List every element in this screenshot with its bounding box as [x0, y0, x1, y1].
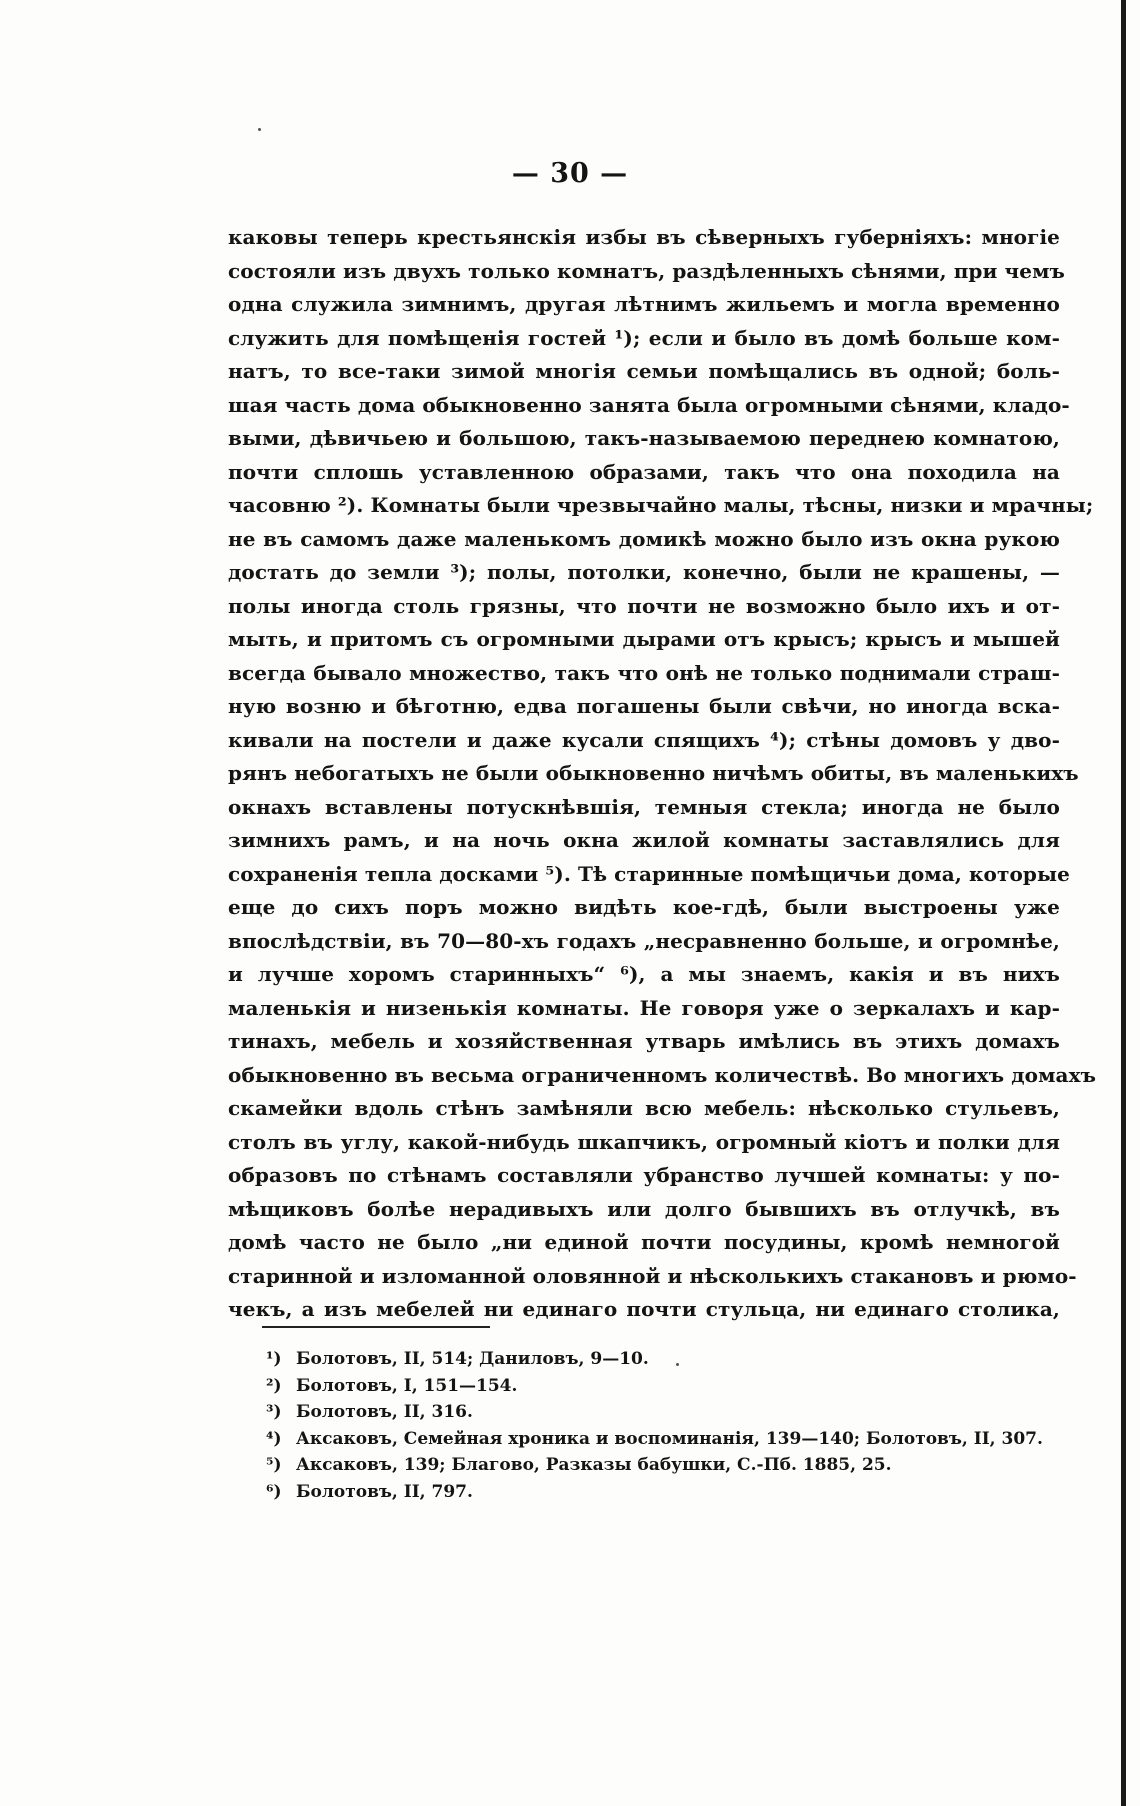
footnotes — [266, 1346, 1066, 1506]
text-line: рянъ небогатыхъ не были обыкновенно ничѣмъ обиты, въ маленькихъ — [228, 761, 1079, 785]
footnote-text: Болотовъ, I, 151—154. — [296, 1375, 518, 1396]
text-line: маленькія и низенькія комнаты. Не говоря уже о зеркалахъ и кар- — [228, 995, 1060, 1020]
footnote-text: Болотовъ, II, 514; Даниловъ, 9—10. — [296, 1349, 649, 1369]
text-line: зимнихъ рамъ, и на ночь окна жилой комнаты заставлялись для — [228, 828, 1060, 852]
text-line: скамейки вдоль стѣнъ замѣняли всю мебель: нѣсколько стульевъ, — [228, 1096, 1060, 1120]
footnote-mark: ⁵) — [266, 1455, 282, 1476]
footnote-text: Аксаковъ, Семейная хроника и воспоминанія, 139—140; Болотовъ, II, 307. — [296, 1428, 1043, 1449]
footnote-text: Болотовъ, II, 797. — [296, 1481, 473, 1502]
body-text — [228, 221, 1097, 1327]
footnote-mark: ⁶) — [266, 1481, 282, 1502]
text-line: выми, дѣвичьею и большою, такъ-называемою переднею комнатою, — [228, 426, 1060, 450]
text-line: впослѣдствіи, въ 70—80-хъ годахъ „несравненно больше, и огромнѣе, — [228, 928, 1060, 953]
text-line: натъ, то все-таки зимой многія семьи помѣщались въ одной; боль- — [228, 359, 1060, 383]
text-line: образовъ по стѣнамъ составляли убранство лучшей комнаты: у по- — [228, 1163, 1060, 1187]
text-line: мѣщиковъ болѣе нерадивыхъ или долго бывшихъ въ отлучкѣ, въ — [228, 1196, 1060, 1221]
text-line: тинахъ, мебель и хозяйственная утварь имѣлись въ этихъ домахъ — [228, 1029, 1060, 1053]
page-edge-shadow — [1121, 0, 1126, 1806]
footnote-separator — [262, 1326, 490, 1328]
text-line: и лучше хоромъ старинныхъ“ ⁶), а мы знаемъ, какія и въ нихъ — [228, 962, 1060, 986]
page-number: — 30 — — [511, 158, 629, 189]
footnote-mark: ⁴) — [266, 1428, 282, 1449]
text-line: еще до сихъ поръ можно видѣть кое-гдѣ, были выстроены уже — [228, 895, 1060, 919]
text-line: достать до земли ³); полы, потолки, конечно, были не крашены, — — [228, 560, 1060, 584]
text-line: мыть, и притомъ съ огромными дырами отъ крысъ; крысъ и мышей — [228, 627, 1060, 651]
text-line: полы иногда столь грязны, что почти не возможно было ихъ и от- — [228, 593, 1060, 618]
text-line: каковы теперь крестьянскія избы въ сѣверныхъ губерніяхъ: многіе — [228, 225, 1060, 249]
text-line: окнахъ вставлены потускнѣвшія, темныя стекла; иногда не было — [228, 794, 1060, 819]
footnote-mark: ²) — [266, 1375, 282, 1396]
text-line: обыкновенно въ весьма ограниченномъ количествѣ. Во многихъ домахъ — [228, 1062, 1097, 1087]
footnote — [266, 1452, 1066, 1479]
text-line: домѣ часто не было „ни единой почти посудины, кромѣ немногой — [228, 1230, 1060, 1254]
footnote — [266, 1479, 1066, 1506]
footnote — [266, 1426, 1066, 1453]
footnote — [266, 1373, 1066, 1400]
text-line: одна служила зимнимъ, другая лѣтнимъ жильемъ и могла временно — [228, 292, 1060, 316]
footnote — [266, 1399, 1066, 1426]
text-line: шая часть дома обыкновенно занята была огромными сѣнями, кладо- — [228, 392, 1070, 417]
text-line: ную возню и бѣготню, едва погашены были свѣчи, но иногда вска- — [228, 694, 1060, 718]
text-line: старинной и изломанной оловянной и нѣсколькихъ стакановъ и рюмо- — [228, 1263, 1077, 1288]
print-speck — [258, 128, 261, 131]
text-line: почти сплошь уставленною образами, такъ что она походила на — [228, 459, 1060, 484]
text-line: столъ въ углу, какой-нибудь шкапчикъ, огромный кіотъ и полки для — [228, 1129, 1060, 1154]
footnote — [266, 1346, 1066, 1373]
text-line: часовню ²). Комнаты были чрезвычайно малы, тѣсны, низки и мрачны; — [228, 493, 1094, 517]
footnote-text: Болотовъ, II, 316. — [296, 1402, 473, 1423]
text-line: сохраненія тепла досками ⁵). Тѣ старинные помѣщичьи дома, которые — [228, 861, 1070, 886]
text-line: всегда бывало множество, такъ что онѣ не только поднимали страш- — [228, 660, 1060, 685]
footnote-mark: ³) — [266, 1402, 282, 1423]
text-line: кивали на постели и даже кусали спящихъ ⁴); стѣны домовъ у дво- — [228, 727, 1060, 752]
footnote-text: Аксаковъ, 139; Благово, Разказы бабушки, С.-Пб. 1885, 25. — [296, 1455, 892, 1476]
footnote-mark: ¹) — [266, 1349, 282, 1369]
text-line: состояли изъ двухъ только комнатъ, раздѣленныхъ сѣнями, при чемъ — [228, 258, 1065, 283]
text-line: служить для помѣщенія гостей ¹); если и было въ домѣ больше ком- — [228, 325, 1060, 350]
text-line: чекъ, а изъ мебелей ни единаго почти стульца, ни единаго столика, — [228, 1297, 1060, 1321]
text-line: не въ самомъ даже маленькомъ домикѣ можно было изъ окна рукою — [228, 526, 1060, 551]
